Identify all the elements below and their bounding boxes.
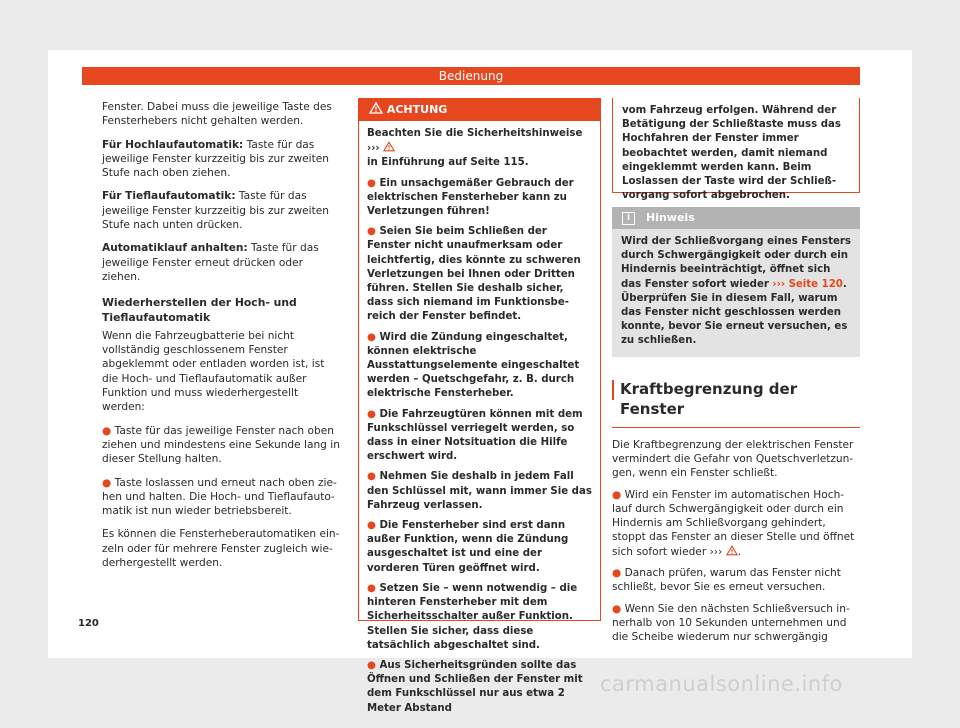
warning-box bbox=[358, 98, 601, 714]
warning-item: ● Seien Sie beim Schließen der Fenster nicht unaufmerksam oder leichtfertig, dies könnte zu schweren Verletzungen bei Ihnen oder Dritten führen. Stellen Sie deshalb sicher, dass sich niemand im Funktionsbereich der Fenster befindet. bbox=[367, 226, 581, 323]
paragraph: Wenn die Fahrzeugbatterie bei nicht vollständig geschlossenem Fenster abgeklemmt oder entladen worden ist, ist die Hoch- und Tieflaufautomatik außer Funktion und muss wiederhergestellt werden: bbox=[102, 329, 325, 414]
list-item: ● Taste loslassen und erneut nach oben ziehen und halten. Die Hoch- und Tieflaufautomatik ist nun wieder betriebsbereit. bbox=[102, 476, 337, 518]
paragraph-hochlauf: Für Hochlaufautomatik: Taste für das jeweilige Fenster kurzzeitig bis zur zweiten Stufe nach oben ziehen. bbox=[102, 138, 330, 180]
warning-body bbox=[359, 121, 600, 728]
info-icon: i bbox=[622, 212, 635, 225]
warning-item: ● Die Fensterheber sind erst dann außer Funktion, wenn die Zündung ausgeschaltet ist und eine der vorderen Türen geöffnet wird. bbox=[367, 520, 569, 574]
paragraph-tieflauf: Für Tieflaufautomatik: Taste für das jeweilige Fenster kurzzeitig bis zur zweiten Stufe nach unten drücken. bbox=[102, 190, 330, 232]
warning-icon bbox=[726, 545, 738, 556]
column-middle bbox=[358, 98, 601, 714]
bullet-icon: ● bbox=[367, 520, 376, 532]
bullet-icon: ● bbox=[367, 659, 376, 671]
note-header bbox=[612, 207, 860, 229]
list-item: ● Taste für das jeweilige Fenster nach oben ziehen und mindestens eine Sekunde lang in dieser Stellung halten. bbox=[102, 424, 340, 466]
bullet-icon: ● bbox=[102, 424, 112, 437]
warning-icon bbox=[369, 102, 383, 114]
warning-item: ● Ein unsachgemäßer Gebrauch der elektrischen Fensterheber kann zu Verletzungen führen! bbox=[367, 177, 574, 218]
bullet-icon: ● bbox=[367, 582, 376, 594]
warning-header bbox=[359, 99, 600, 121]
page-link[interactable]: ››› Seite 120 bbox=[772, 278, 843, 290]
bullet-icon: ● bbox=[367, 471, 376, 483]
page-number: 120 bbox=[78, 618, 99, 629]
bullet-icon: ● bbox=[612, 567, 622, 579]
warning-item: ● Nehmen Sie deshalb in jedem Fall den Schlüssel mit, wann immer Sie das Fahrzeug verlassen. bbox=[367, 471, 592, 511]
watermark: carmanualsonline.info bbox=[600, 672, 843, 696]
note-title: Hinweis bbox=[646, 211, 695, 224]
paragraph: Es können die Fensterheberautomatiken einzeln oder für mehrere Fenster zugleich wiederhergestellt werden. bbox=[102, 528, 340, 570]
list-item: ● Wird ein Fenster im automatischen Hochlauf durch Schwergängigkeit oder durch ein Hindernis am Schließvorgang gehindert, stoppt das Fenster an dieser Stelle und öffnet sich sofort wieder ››› . bbox=[612, 488, 855, 558]
list-item: ● Wenn Sie den nächsten Schließversuch innerhalb von 10 Sekunden unternehmen und die Scheibe wiederum nur schwergängig bbox=[612, 602, 850, 644]
note-body: Wird der Schließvorgang eines Fensters durch Schwergängigkeit oder durch ein Hindernis beeinträchtigt, öffnet sich das Fenster sofort wieder ››› Seite 120. Überprüfen Sie in diesem Fall, warum das Fenster nicht geschlossen werden konnte, bevor Sie erneut versuchen, es zu schließen. bbox=[621, 236, 851, 347]
warning-item: ● Aus Sicherheitsgründen sollte das Öffnen und Schließen der Fenster mit dem Funkschlüssel nur aus etwa 2 Meter Abstand bbox=[367, 659, 583, 714]
bullet-icon: ● bbox=[367, 226, 376, 238]
bullet-icon: ● bbox=[102, 476, 112, 489]
warning-title: ACHTUNG bbox=[386, 103, 448, 116]
bullet-icon: ● bbox=[612, 488, 622, 501]
warning-item: ● Wird die Zündung eingeschaltet, können elektrische Ausstattungselemente eingeschaltet werden – Quetschgefahr, z. B. durch elektrische Fensterheber. bbox=[367, 331, 580, 400]
warning-intro: Beachten Sie die Sicherheitshinweise ››› in Einführung auf Seite 115. bbox=[367, 128, 583, 169]
paragraph-anhalten: Automatiklauf anhalten: Taste für das jeweilige Fenster erneut drücken oder ziehen. bbox=[102, 242, 319, 283]
warning-icon bbox=[383, 141, 395, 152]
column-left bbox=[102, 100, 340, 579]
warning-item: ● Setzen Sie – wenn notwendig – die hinteren Fensterheber mit dem Sicherheitsschalter außer Funktion. Stellen Sie sicher, dass diese tatsächlich abgeschaltet sind. bbox=[367, 582, 578, 651]
bullet-icon: ● bbox=[367, 331, 376, 343]
warning-item: ● Die Fahrzeugtüren können mit dem Funkschlüssel verriegelt werden, so dass in einer Notsituation die Hilfe erschwert wird. bbox=[367, 408, 583, 463]
subheading: Wiederherstellen der Hoch- und Tieflaufautomatik bbox=[102, 296, 297, 324]
paragraph: Fenster. Dabei muss die jeweilige Taste des Fensterhebers nicht gehalten werden. bbox=[102, 101, 332, 128]
section-body bbox=[612, 438, 860, 645]
paragraph: Die Kraftbegrenzung der elektrischen Fenster vermindert die Gefahr von Quetschverletzungen, wenn ein Fenster schließt. bbox=[612, 438, 854, 480]
bullet-icon: ● bbox=[367, 408, 376, 420]
column-right bbox=[612, 98, 860, 651]
bullet-icon: ● bbox=[612, 602, 622, 615]
bullet-icon: ● bbox=[367, 177, 376, 189]
note-box bbox=[612, 207, 860, 357]
section-heading: Kraftbegrenzung der Fenster bbox=[612, 379, 860, 428]
list-item: ● Danach prüfen, warum das Fenster nicht schließt, bevor Sie es erneut versuchen. bbox=[612, 567, 841, 594]
page-header: Bedienung bbox=[82, 67, 860, 85]
warning-continuation: vom Fahrzeug erfolgen. Während der Betätigung der Schließtaste muss das Hochfahren der Fenster immer beobachtet werden, damit niemand eingeklemmt werden kann. Beim Loslassen der Taste wird der Schließvorgang sofort abgebrochen. bbox=[612, 98, 860, 193]
